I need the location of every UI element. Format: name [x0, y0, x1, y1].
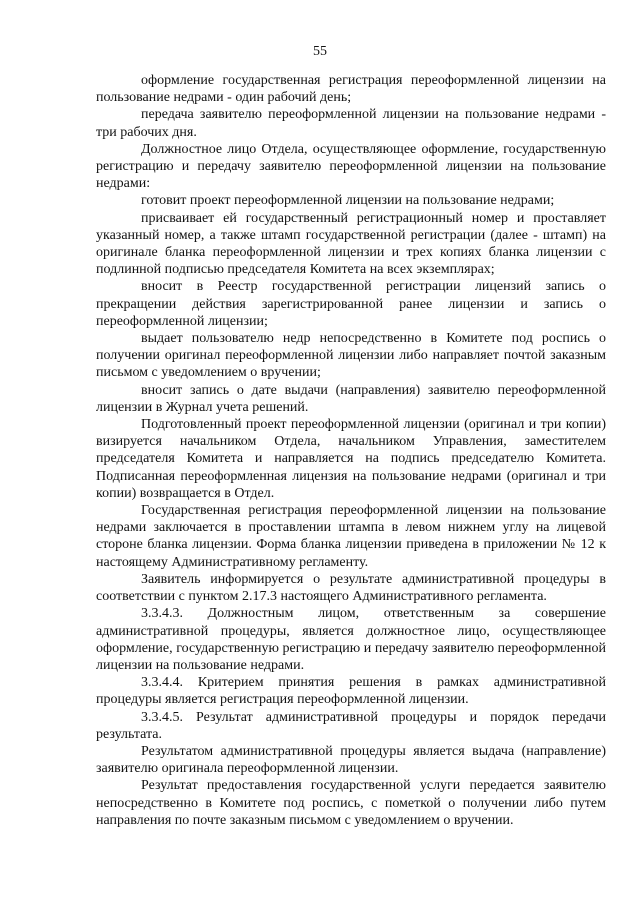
body-text — [96, 72, 606, 829]
paragraph: Результат предоставления государственной услуги передается заявителю непосредственно в Комитете под роспись, с пометкой о получении либо путем направления по почте заказным письмом с уведомлением о вручении. — [96, 778, 606, 828]
paragraph: 3.3.4.5. Результат административной процедуры и порядок передачи результата. — [96, 709, 606, 742]
paragraph: Государственная регистрация переоформленной лицензии на пользование недрами заключается в проставлении штампа в левом нижнем углу на лицевой стороне бланка лицензии. Форма бланка лицензии приведена в приложении № 12 к настоящему Административному регламенту. — [96, 503, 606, 570]
paragraph: присваивает ей государственный регистрационный номер и проставляет указанный номер, а также штамп государственной регистрации (далее - штамп) на оригинале бланка переоформленной лицензии и трех копиях бланка лицензии с подлинной подписью председателя Комитета на всех экземплярах; — [96, 210, 606, 278]
paragraph: готовит проект переоформленной лицензии на пользование недрами; — [141, 193, 555, 209]
paragraph: 3.3.4.3. Должностным лицом, ответственным за совершение административной процедуры, является должностное лицо, осуществляющее оформление, государственную регистрацию и передачу заявителю переоформленной лицензии на пользование недрами. — [96, 606, 606, 673]
paragraph: вносит запись о дате выдачи (направления) заявителю переоформленной лицензии в Журнал учета решений. — [96, 382, 606, 415]
paragraph: выдает пользователю недр непосредственно в Комитете под роспись о получении оригинал переоформленной лицензии либо направляет почтой заказным письмом с уведомлением о вручении; — [96, 331, 606, 381]
paragraph: вносит в Реестр государственной регистрации лицензий запись о прекращении действия зарегистрированной ранее лицензии и запись о переоформленной лицензии; — [96, 279, 606, 329]
paragraph: 3.3.4.4. Критерием принятия решения в рамках административной процедуры является регистрация переоформленной лицензии. — [96, 675, 606, 708]
paragraph: Заявитель информируется о результате административной процедуры в соответствии с пунктом 2.17.3 настоящего Административного регламента. — [96, 571, 606, 605]
paragraph: Подготовленный проект переоформленной лицензии (оригинал и три копии) визируется начальником Отдела, начальником Управления, заместителем председателя Комитета и направляется на подпись председателю Комитета. Подписанная переоформленная лицензия на пользование недрами (оригинал и три копии) возвращается в Отдел. — [96, 417, 606, 501]
paragraph: Должностное лицо Отдела, осуществляющее оформление, государственную регистрацию и передачу заявителю переоформленной лицензии на пользование недрами: — [96, 141, 606, 192]
page-number: 55 — [313, 44, 327, 59]
paragraph: передача заявителю переоформленной лицензии на пользование недрами - три рабочих дня. — [96, 107, 606, 140]
paragraph: Результатом административной процедуры является выдача (направление) заявителю оригинала переоформленной лицензии. — [96, 743, 606, 777]
paragraph: оформление государственная регистрация переоформленной лицензии на пользование недрами - один рабочий день; — [96, 73, 606, 106]
